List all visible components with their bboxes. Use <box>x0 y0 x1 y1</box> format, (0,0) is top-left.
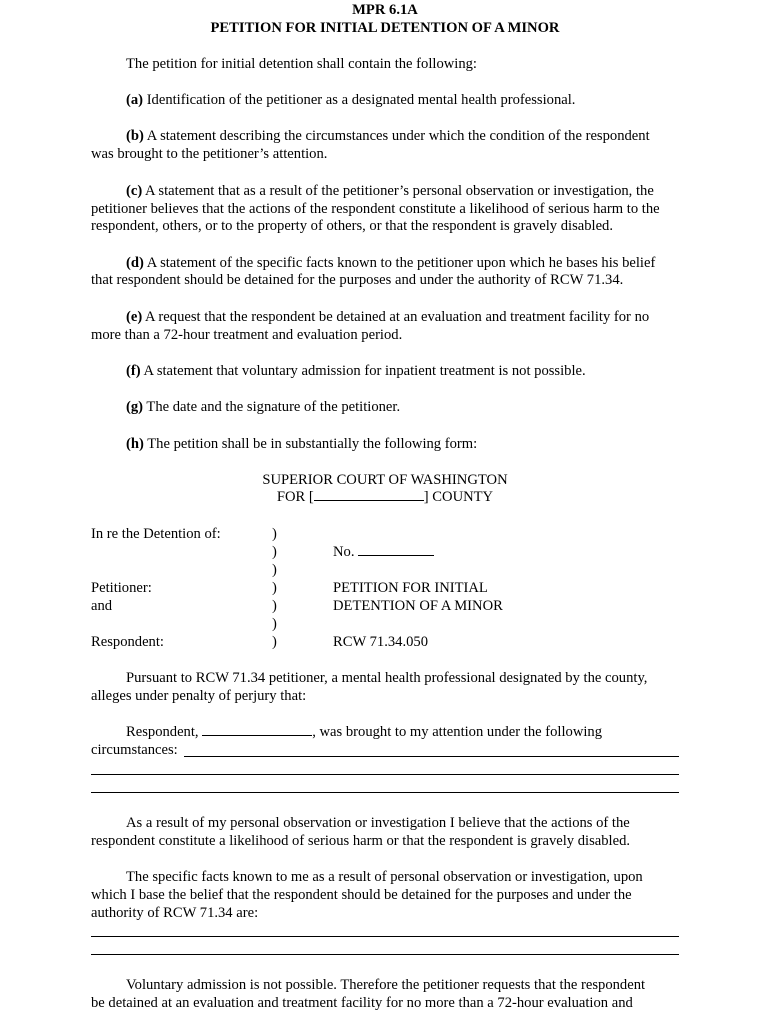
intro-text: The petition for initial detention shall contain the following: <box>126 56 477 72</box>
caption-title-line2: DETENTION OF A MINOR <box>333 598 503 614</box>
document-title: PETITION FOR INITIAL DETENTION OF A MINOR <box>210 20 560 36</box>
and-label: and <box>91 598 113 614</box>
body-p2-line2: circumstances: <box>91 742 178 758</box>
respondent-label: Respondent: <box>91 634 164 650</box>
circumstances-blank-line <box>91 792 679 793</box>
item-c-line2: petitioner believes that the actions of the respondent constitute a likelihood of serious harm to the <box>91 201 660 217</box>
body-p1-line1: Pursuant to RCW 71.34 petitioner, a mental health professional designated by the county, <box>126 670 648 686</box>
body-p2-line1: Respondent, , was brought to my attention under the following <box>126 724 603 740</box>
caption-paren: ) <box>272 634 277 650</box>
case-number-blank <box>358 543 434 556</box>
circumstances-blank-line <box>91 774 679 775</box>
item-a: (a) Identification of the petitioner as a designated mental health professional. <box>126 92 576 108</box>
in-re-label: In re the Detention of: <box>91 526 221 542</box>
court-county-line: FOR [ ] COUNTY <box>276 489 494 505</box>
petitioner-label: Petitioner: <box>91 580 152 596</box>
rule-number: MPR 6.1A <box>352 2 418 18</box>
circumstances-blank-line <box>184 756 679 757</box>
item-c-line3: respondent, others, or to the property of others, or that the respondent is gravely disabled. <box>91 218 613 234</box>
facts-blank-line <box>91 936 679 937</box>
item-d-line1: (d) A statement of the specific facts known to the petitioner upon which he bases his belief <box>126 255 656 271</box>
item-g: (g) The date and the signature of the petitioner. <box>126 399 401 415</box>
body-p3-line1: As a result of my personal observation or investigation I believe that the actions of the <box>126 815 630 831</box>
item-e-line2: more than a 72-hour treatment and evaluation period. <box>91 327 403 343</box>
caption-paren: ) <box>272 526 277 542</box>
caption-paren: ) <box>272 616 277 632</box>
item-b-line1: (b) A statement describing the circumstances under which the condition of the respondent <box>126 128 650 144</box>
item-f: (f) A statement that voluntary admission for inpatient treatment is not possible. <box>126 363 586 379</box>
case-number: No. <box>333 543 434 561</box>
item-b-line2: was brought to the petitioner’s attention. <box>91 146 328 162</box>
item-c-line1: (c) A statement that as a result of the petitioner’s personal observation or investigation, the <box>126 183 654 199</box>
court-name: SUPERIOR COURT OF WASHINGTON <box>262 472 508 488</box>
item-d-line2: that respondent should be detained for the purposes and under the authority of RCW 71.34. <box>91 272 624 288</box>
body-p3-line2: respondent constitute a likelihood of serious harm or that the respondent is gravely disabled. <box>91 833 631 849</box>
caption-title-line1: PETITION FOR INITIAL <box>333 580 488 596</box>
county-blank <box>314 488 424 501</box>
body-p5-line1: Voluntary admission is not possible. Therefore the petitioner requests that the respondent <box>126 977 646 993</box>
caption-statute: RCW 71.34.050 <box>333 634 429 650</box>
body-p4-line1: The specific facts known to me as a result of personal observation or investigation, upon <box>126 869 643 885</box>
body-p4-line3: authority of RCW 71.34 are: <box>91 905 259 921</box>
caption-paren: ) <box>272 580 277 596</box>
caption-paren: ) <box>272 544 277 560</box>
item-h: (h) The petition shall be in substantially the following form: <box>126 436 478 452</box>
body-p1-line2: alleges under penalty of perjury that: <box>91 688 307 704</box>
item-e-line1: (e) A request that the respondent be detained at an evaluation and treatment facility for no <box>126 309 650 325</box>
respondent-name-blank <box>202 723 312 736</box>
body-p4-line2: which I base the belief that the respondent should be detained for the purposes and under the <box>91 887 632 903</box>
caption-paren: ) <box>272 562 277 578</box>
facts-blank-line <box>91 954 679 955</box>
caption-paren: ) <box>272 598 277 614</box>
body-p5-line2: be detained at an evaluation and treatment facility for no more than a 72-hour evaluation and <box>91 995 633 1011</box>
